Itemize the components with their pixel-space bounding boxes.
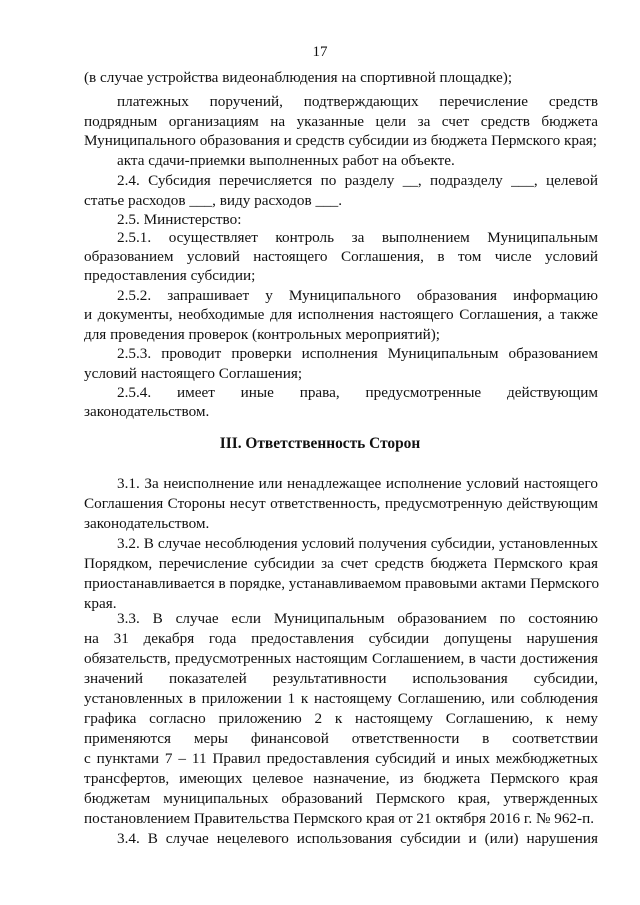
text-line: 2.4. Субсидия перечисляется по разделу __, подразделу ___, целевой bbox=[117, 172, 598, 189]
text-line: Порядком, перечисление субсидии за счет средств бюджета Пермского края bbox=[84, 555, 598, 572]
text-line: 2.5.4. имеет иные права, предусмотренные действующим bbox=[117, 384, 598, 401]
text-line: 3.4. В случае нецелевого использования субсидии и (или) нарушения bbox=[117, 830, 598, 847]
text-line: 2.5.3. проводит проверки исполнения Муниципальным образованием bbox=[117, 345, 598, 362]
text-line: трансфертов, имеющих целевое назначение, из бюджета Пермского края bbox=[84, 770, 598, 787]
text-line: 2.5. Министерство: bbox=[117, 211, 242, 228]
text-line: графика согласно приложению 2 к настоящему Соглашению, к нему bbox=[84, 710, 598, 727]
text-line: постановлением Правительства Пермского края от 21 октября 2016 г. № 962-п. bbox=[84, 810, 594, 827]
text-line: для проведения проверок (контрольных мероприятий); bbox=[84, 326, 441, 343]
text-line: значений показателей результативности использования субсидии, bbox=[84, 670, 598, 687]
text-line: (в случае устройства видеонаблюдения на спортивной площадке); bbox=[84, 69, 513, 86]
text-line: с пунктами 7 – 11 Правил предоставления субсидий и иных межбюджетных bbox=[84, 750, 598, 767]
text-line: Муниципального образования и средств субсидии из бюджета Пермского края; bbox=[84, 132, 597, 149]
text-line: 3.2. В случае несоблюдения условий получения субсидии, установленных bbox=[117, 535, 598, 552]
text-line: на 31 декабря года предоставления субсидии допущены нарушения bbox=[84, 630, 598, 647]
text-line: и документы, необходимые для исполнения настоящего Соглашения, а также bbox=[84, 306, 598, 323]
text-line: подрядным организациям на указанные цели за счет средств бюджета bbox=[84, 113, 598, 130]
section-heading: III. Ответственность Сторон bbox=[219, 435, 421, 452]
text-line: обязательств, предусмотренных настоящим Соглашением, в части достижения bbox=[84, 650, 598, 667]
text-line: 3.3. В случае если Муниципальным образованием по состоянию bbox=[117, 610, 598, 627]
text-line: Соглашения Стороны несут ответственность, предусмотренную действующим bbox=[84, 495, 598, 512]
text-line: установленных в приложении 1 к настоящему Соглашению, или соблюдения bbox=[84, 690, 598, 707]
text-line: условий настоящего Соглашения; bbox=[84, 365, 303, 382]
text-line: приостанавливается в порядке, устанавливаемом правовыми актами Пермского bbox=[84, 575, 600, 592]
text-line: 2.5.2. запрашивает у Муниципального образования информацию bbox=[117, 287, 598, 304]
text-line: края. bbox=[84, 595, 117, 612]
text-line: образованием условий настоящего Соглашения, в том числе условий bbox=[84, 248, 598, 265]
text-line: законодательством. bbox=[84, 403, 210, 420]
text-line: предоставления субсидии; bbox=[84, 267, 256, 284]
text-line: 3.1. За неисполнение или ненадлежащее исполнение условий настоящего bbox=[117, 475, 598, 492]
text-line: статье расходов ___, виду расходов ___. bbox=[84, 192, 343, 209]
text-line: бюджетам муниципальных образований Пермского края, утвержденных bbox=[84, 790, 598, 807]
text-line: законодательством. bbox=[84, 515, 210, 532]
text-line: применяются меры финансовой ответственности в соответствии bbox=[84, 730, 598, 747]
page-number: 17 bbox=[312, 44, 328, 60]
text-line: платежных поручений, подтверждающих перечисление средств bbox=[117, 93, 598, 110]
text-line: 2.5.1. осуществляет контроль за выполнением Муниципальным bbox=[117, 229, 598, 246]
text-line: акта сдачи-приемки выполненных работ на объекте. bbox=[117, 152, 455, 169]
